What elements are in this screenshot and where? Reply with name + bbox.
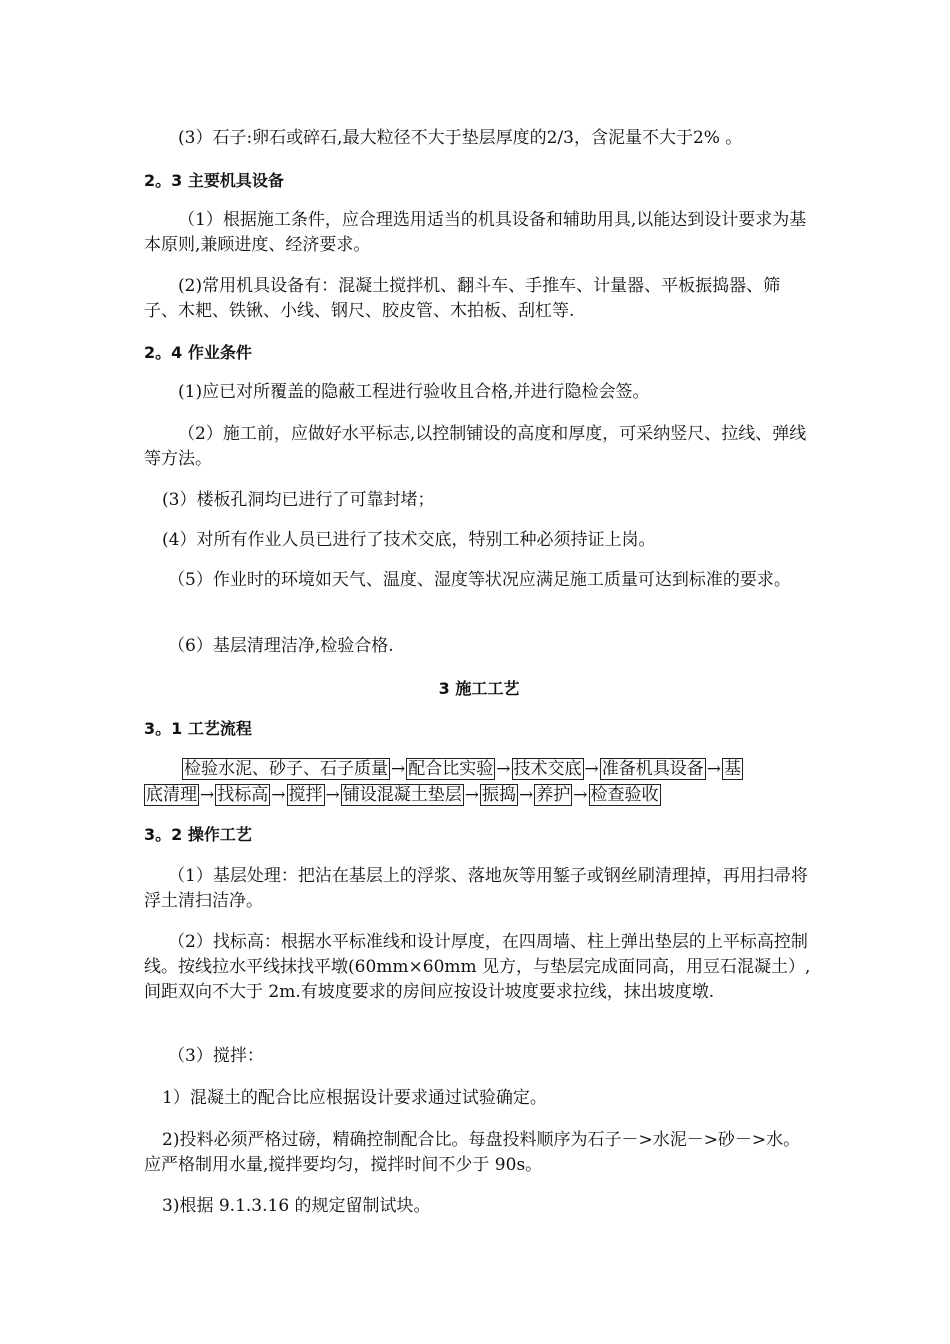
flow-step: 振捣 [482, 785, 516, 805]
paragraph-condition-2: （2）施工前，应做好水平标志,以控制铺设的高度和厚度，可采纳竖尺、拉线、弹线等方法。 [144, 424, 807, 469]
flow-step: 检查验收 [590, 785, 659, 805]
heading-3-2: 3。2 操作工艺 [144, 825, 252, 844]
flow-arrow: → [706, 759, 721, 779]
flow-arrow: → [271, 785, 286, 805]
flow-step: 检验水泥、砂子、石子质量 [184, 759, 388, 779]
heading-2-3: 2。3 主要机具设备 [144, 171, 284, 190]
flow-arrow: → [519, 785, 534, 805]
paragraph-mix-1: 1）混凝土的配合比应根据设计要求通过试验确定。 [162, 1088, 547, 1108]
flow-step: 养护 [536, 785, 571, 805]
flow-arrow: → [325, 785, 340, 805]
flow-step: 配合比实验 [408, 759, 494, 779]
paragraph-equipment-1: （1）根据施工条件，应合理选用适当的机具设备和辅助用具,以能达到设计要求为基本原则,兼顾进度、经济要求。 [144, 210, 807, 255]
flow-arrow: → [496, 759, 511, 779]
paragraph-condition-5: （5）作业时的环境如天气、温度、湿度等状况应满足施工质量可达到标准的要求。 [168, 570, 791, 590]
paragraph-operation-2: （2）找标高：根据水平标准线和设计厚度，在四周墙、柱上弹出垫层的上平标高控制线。按线拉水平线抹找平墩(60mm×60mm 见方，与垫层完成面同高，用豆石混凝土）,间距双向不大于 2m.有坡度要求的房间应按设计坡度要求拉线，抹出坡度墩. [144, 932, 811, 1002]
paragraph-operation-1: （1）基层处理：把沾在基层上的浮浆、落地灰等用錾子或钢丝刷清理掉，再用扫帚将浮土清扫洁净。 [144, 866, 808, 911]
flow-step: 底清理 [146, 785, 197, 805]
process-flow [144, 756, 824, 782]
flow-step: 准备机具设备 [601, 759, 704, 779]
paragraph-condition-3: (3）楼板孔洞均已进行了可靠封堵； [162, 490, 435, 510]
heading-3-1: 3。1 工艺流程 [144, 719, 252, 738]
paragraph-equipment-2: (2)常用机具设备有：混凝土搅拌机、翻斗车、手推车、计量器、平板振捣器、筛子、木耙、铁锹、小线、钢尺、胶皮管、木拍板、刮杠等. [144, 276, 781, 321]
flow-step: 铺设混凝土垫层 [342, 785, 462, 805]
paragraph-operation-3: （3）搅拌： [168, 1046, 264, 1066]
heading-2-4: 2。4 作业条件 [144, 343, 252, 362]
paragraph-condition-4: (4）对所有作业人员已进行了技术交底，特别工种必须持证上岗。 [162, 530, 656, 550]
flow-arrow: → [200, 785, 215, 805]
flow-arrow: → [584, 759, 599, 779]
flow-step: 技术交底 [513, 759, 582, 779]
paragraph-stone: (3）石子:卵石或碎石,最大粒径不大于垫层厚度的2/3，含泥量不大于2% 。 [178, 128, 743, 148]
process-flow-line-2 [144, 782, 824, 808]
flow-arrow: → [464, 785, 479, 805]
paragraph-condition-6: （6）基层清理洁净,检验合格. [168, 636, 394, 656]
flow-step: 搅拌 [288, 785, 323, 805]
paragraph-mix-3: 3)根据 9.1.3.16 的规定留制试块。 [162, 1196, 431, 1216]
paragraph-mix-2: 2)投料必须严格过磅，精确控制配合比。每盘投料顺序为石子－>水泥－>砂－>水。应严格制用水量,搅拌要均匀，搅拌时间不少于 90s。 [144, 1130, 801, 1175]
flow-arrow: → [391, 759, 406, 779]
flow-arrow: → [573, 785, 588, 805]
flow-step: 基 [724, 759, 741, 779]
heading-3: 3 施工工艺 [438, 679, 520, 698]
flow-step: 找标高 [217, 785, 269, 805]
paragraph-condition-1: (1)应已对所覆盖的隐蔽工程进行验收且合格,并进行隐检会签。 [178, 382, 650, 402]
